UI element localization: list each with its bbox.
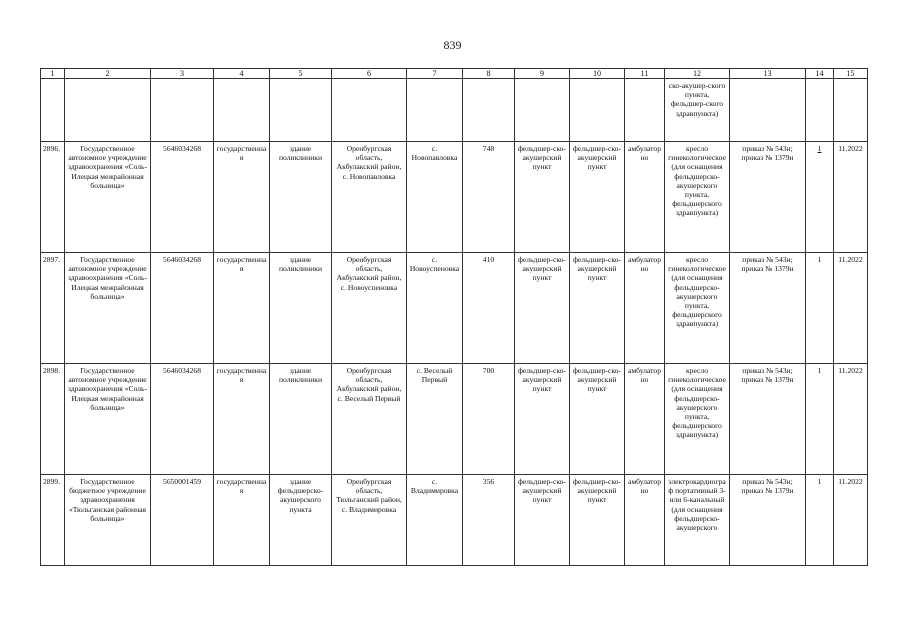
ownership-cell: государственная [214, 142, 270, 253]
settlement-cell: с. Новопавловка [407, 142, 463, 253]
column-number: 13 [730, 69, 806, 79]
cell [41, 79, 65, 142]
cell [65, 79, 151, 142]
facility-type-cell: фельдшер-ско-акушерский пункт [570, 475, 625, 566]
care-mode-cell: амбулаторно [625, 475, 665, 566]
organization-cell: Государственное бюджетное учреждение здравоохранения «Тюльганская районная больница» [65, 475, 151, 566]
order-cell: приказ № 543н; приказ № 1379н [730, 364, 806, 475]
table-row [41, 253, 868, 364]
row-number: 2896. [41, 142, 65, 253]
column-number: 4 [214, 69, 270, 79]
population-cell: 748 [463, 142, 515, 253]
settlement-cell: с. Веселый Первый [407, 364, 463, 475]
column-number: 6 [332, 69, 407, 79]
quantity-cell: 1 [806, 364, 834, 475]
facility-type-cell: фельдшер-ско-акушерский пункт [515, 253, 570, 364]
date-cell: 11.2022 [834, 142, 868, 253]
quantity-cell: 1 [806, 253, 834, 364]
organization-cell: Государственное автономное учреждение здравоохранения «Соль-Илецкая межрайонная больница» [65, 364, 151, 475]
address-cell: Оренбургская область, Тюльганский район, с. Владимировка [332, 475, 407, 566]
facility-type-cell: фельдшер-ско-акушерский пункт [515, 364, 570, 475]
date-cell: 11.2022 [834, 475, 868, 566]
cell [151, 79, 214, 142]
column-number: 14 [806, 69, 834, 79]
column-number: 7 [407, 69, 463, 79]
column-number-row [41, 69, 868, 79]
cell [407, 79, 463, 142]
population-cell: 356 [463, 475, 515, 566]
population-cell: 700 [463, 364, 515, 475]
row-number: 2898. [41, 364, 65, 475]
table-row [41, 142, 868, 253]
equipment-cell: ско-акушер-ского пункта, фельдшер-ского здравпункта) [665, 79, 730, 142]
date-cell: 11.2022 [834, 253, 868, 364]
ownership-cell: государственная [214, 253, 270, 364]
cell [834, 79, 868, 142]
facility-type-cell: фельдшер-ско-акушерский пункт [515, 142, 570, 253]
population-cell: 410 [463, 253, 515, 364]
cell [214, 79, 270, 142]
ownership-cell: государственная [214, 475, 270, 566]
table-row [41, 364, 868, 475]
equipment-cell: кресло гинекологическое (для оснащения фельдшерско-акушерского пункта, фельдшерского здравпункта) [665, 253, 730, 364]
order-cell: приказ № 543н; приказ № 1379н [730, 475, 806, 566]
facility-type-cell: фельдшер-ско-акушерский пункт [570, 253, 625, 364]
date-cell: 11.2022 [834, 364, 868, 475]
inn-cell: 5646034268 [151, 142, 214, 253]
building-cell: здание поликлиники [270, 142, 332, 253]
quantity-cell: 1 [806, 475, 834, 566]
cell [332, 79, 407, 142]
column-number: 12 [665, 69, 730, 79]
row-number: 2897. [41, 253, 65, 364]
building-cell: здание поликлиники [270, 253, 332, 364]
column-number: 1 [41, 69, 65, 79]
address-cell: Оренбургская область, Акбулакский район, с. Новоуспеновка [332, 253, 407, 364]
row-number: 2899. [41, 475, 65, 566]
quantity-cell: 1 [806, 142, 834, 253]
inn-cell: 5646034268 [151, 253, 214, 364]
address-cell: Оренбургская область, Акбулакский район, с. Новопавловка [332, 142, 407, 253]
column-number: 2 [65, 69, 151, 79]
column-number: 10 [570, 69, 625, 79]
inn-cell: 5650001459 [151, 475, 214, 566]
column-number: 9 [515, 69, 570, 79]
settlement-cell: с. Владимировка [407, 475, 463, 566]
page-number: 839 [443, 38, 462, 52]
facility-type-cell: фельдшер-ско-акушерский пункт [570, 142, 625, 253]
column-number: 5 [270, 69, 332, 79]
order-cell: приказ № 543н; приказ № 1379н [730, 142, 806, 253]
continuation-row [41, 79, 868, 142]
cell [463, 79, 515, 142]
facility-type-cell: фельдшер-ско-акушерский пункт [570, 364, 625, 475]
facility-type-cell: фельдшер-ско-акушерский пункт [515, 475, 570, 566]
care-mode-cell: амбулаторно [625, 364, 665, 475]
registry-table [40, 68, 868, 566]
organization-cell: Государственное автономное учреждение здравоохранения «Соль-Илецкая межрайонная больница» [65, 142, 151, 253]
address-cell: Оренбургская область, Акбулакский район, с. Веселый Первый [332, 364, 407, 475]
equipment-cell: электрокардиограф портативный 3-или 6-канальный (для оснащения фельдшерско-акушерского [665, 475, 730, 566]
cell [730, 79, 806, 142]
care-mode-cell: амбулаторно [625, 142, 665, 253]
column-number: 15 [834, 69, 868, 79]
care-mode-cell: амбулаторно [625, 253, 665, 364]
equipment-cell: кресло гинекологическое (для оснащения фельдшерско-акушерского пункта, фельдшерского здравпункта) [665, 364, 730, 475]
inn-cell: 5646034268 [151, 364, 214, 475]
cell [625, 79, 665, 142]
organization-cell: Государственное автономное учреждение здравоохранения «Соль-Илецкая межрайонная больница» [65, 253, 151, 364]
cell [570, 79, 625, 142]
building-cell: здание фельдшерско-акушерского пункта [270, 475, 332, 566]
column-number: 3 [151, 69, 214, 79]
table-row [41, 475, 868, 566]
settlement-cell: с. Новоуспеновка [407, 253, 463, 364]
ownership-cell: государственная [214, 364, 270, 475]
column-number: 8 [463, 69, 515, 79]
column-number: 11 [625, 69, 665, 79]
cell [270, 79, 332, 142]
cell [806, 79, 834, 142]
building-cell: здание поликлиники [270, 364, 332, 475]
cell [515, 79, 570, 142]
order-cell: приказ № 543н; приказ № 1379н [730, 253, 806, 364]
equipment-cell: кресло гинекологическое (для оснащения фельдшерско-акушерского пункта, фельдшерского здравпункта) [665, 142, 730, 253]
